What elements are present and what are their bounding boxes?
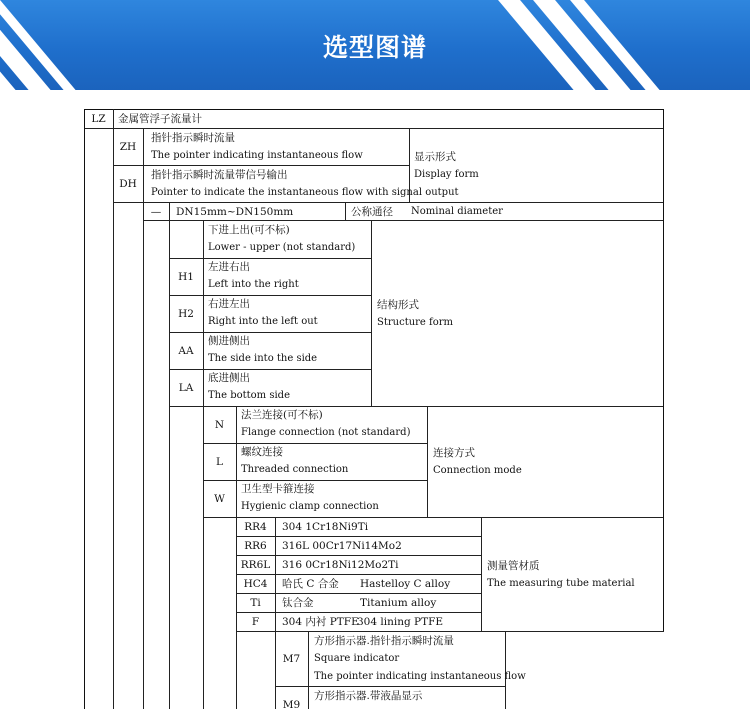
display-option-zh [151, 129, 363, 165]
page-title: 选型图谱 [322, 33, 427, 62]
option-en: Flange connection (not standard) [241, 427, 411, 438]
connection-code-l: L [216, 456, 223, 468]
label-cn: 结构形式 [377, 299, 419, 311]
connection-code-n: N [214, 419, 225, 431]
structure-form-label [377, 296, 453, 332]
label-cn: 连接方式 [433, 447, 475, 459]
display-option-dh [151, 166, 459, 202]
material-text-rr6l: 316 0Cr18Ni12Mo2Ti [282, 559, 399, 571]
material-text2-hc4: Hastelloy C alloy [360, 578, 451, 590]
structure-code-h1: H1 [178, 271, 194, 283]
option-en: The bottom side [208, 390, 290, 401]
label-en: Structure form [377, 317, 454, 328]
option-cn: 方形指示器.指针指示瞬时流量 [314, 635, 454, 647]
material-code-f: F [251, 616, 260, 628]
structure-code-h2: H2 [178, 308, 194, 320]
option-en: Left into the right [208, 279, 299, 290]
option-en: Pointer to indicate the instantaneous flow with signal output [151, 187, 459, 198]
material-text2-ti: Titanium alloy [360, 597, 437, 609]
tube-material-label [487, 557, 635, 593]
material-text-rr4: 304 1Cr18Ni9Ti [282, 521, 369, 533]
nominal-range: DN15mm~DN150mm [176, 206, 294, 218]
structure-option-default [208, 221, 355, 257]
display-form-label [414, 148, 479, 184]
material-text-rr6: 316L 00Cr17Ni14Mo2 [282, 540, 402, 552]
indicator-option-m9: 方形指示器.带液晶显示 [314, 690, 423, 702]
connection-mode-label [433, 444, 522, 480]
lz-name: 金属管浮子流量计 [118, 113, 202, 125]
indicator-code-m7: M7 [282, 653, 301, 665]
display-code-zh: ZH [119, 141, 137, 153]
option-en: The pointer indicating instantaneous flow [151, 150, 363, 161]
nominal-label-cn: 公称通径 [351, 206, 393, 218]
label-en: Display form [414, 169, 479, 180]
header-banner [0, 0, 750, 90]
material-code-rr6: RR6 [244, 540, 267, 552]
label-en: The measuring tube material [487, 578, 635, 589]
option-en: The pointer indicating instantaneous flow [314, 671, 526, 682]
material-code-rr4: RR4 [244, 521, 267, 533]
structure-option-la [208, 369, 290, 405]
structure-code-la: LA [178, 382, 194, 394]
option-cn: 卫生型卡箍连接 [241, 483, 315, 495]
option-cn: 下进上出(可不标) [208, 224, 290, 236]
option-cn: 底进侧出 [208, 372, 250, 384]
connection-option-l [241, 443, 348, 479]
option-en: Lower - upper (not standard) [208, 242, 356, 253]
structure-code-aa: AA [178, 345, 194, 357]
nominal-code: — [150, 206, 162, 218]
option-cn: 右进左出 [208, 298, 250, 310]
option-en: Square indicator [314, 653, 400, 664]
option-en: Right into the left out [208, 316, 318, 327]
option-cn: 指针指示瞬时流量带信号输出 [151, 169, 288, 181]
connection-option-n [241, 406, 410, 442]
label-en: Connection mode [433, 465, 522, 476]
label-cn: 测量管材质 [487, 560, 540, 572]
material-text-f: 304 内衬 PTFE [282, 616, 359, 628]
connection-code-w: W [214, 493, 225, 505]
indicator-code-m9: M9 [282, 699, 301, 711]
option-cn: 侧进侧出 [208, 335, 250, 347]
connection-option-w [241, 480, 379, 516]
material-code-hc4: HC4 [243, 578, 268, 590]
indicator-option-m7 [314, 632, 526, 686]
material-text2-f: 304 lining PTFE [357, 616, 444, 628]
display-code-dh: DH [119, 178, 137, 190]
material-code-rr6l: RR6L [240, 559, 271, 571]
option-cn: 法兰连接(可不标) [241, 409, 323, 421]
option-cn: 指针指示瞬时流量 [151, 132, 235, 144]
structure-option-h1 [208, 258, 299, 294]
option-en: The side into the side [208, 353, 318, 364]
option-en: Threaded connection [241, 464, 349, 475]
option-cn: 螺纹连接 [241, 446, 283, 458]
nominal-label-en: Nominal diameter [411, 206, 503, 217]
lz-code: LZ [91, 113, 106, 125]
material-text-hc4: 哈氏 C 合金 [282, 578, 339, 590]
material-code-ti: Ti [250, 597, 261, 609]
option-cn: 左进右出 [208, 261, 250, 273]
option-en: Hygienic clamp connection [241, 501, 379, 512]
label-cn: 显示形式 [414, 151, 456, 163]
structure-option-h2 [208, 295, 318, 331]
material-text-ti: 钛合金 [282, 597, 314, 609]
structure-option-aa [208, 332, 317, 368]
